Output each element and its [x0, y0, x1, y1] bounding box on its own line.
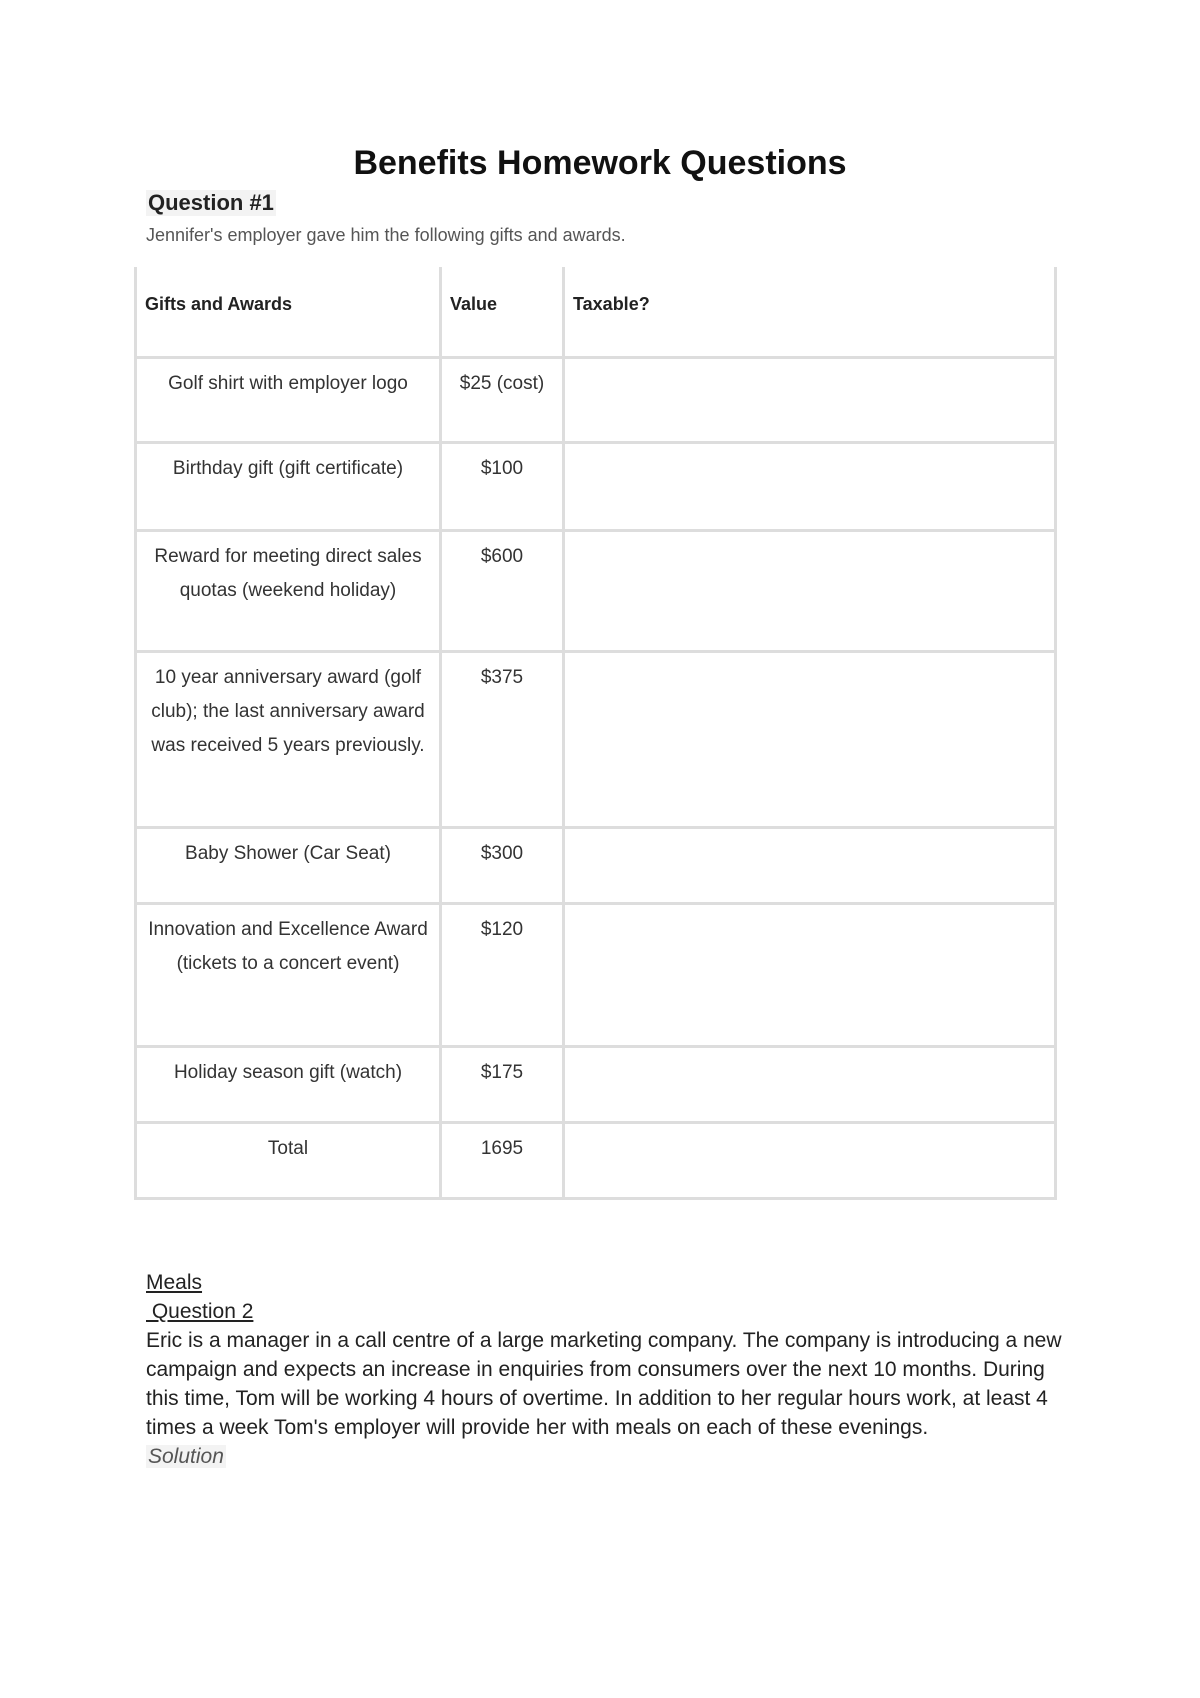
- header-gifts-awards: Gifts and Awards: [136, 267, 441, 357]
- question-2-heading: Question 2: [146, 1300, 254, 1323]
- taxable-cell[interactable]: [564, 1122, 1056, 1198]
- header-taxable: Taxable?: [564, 267, 1056, 357]
- table-row: [136, 442, 1056, 530]
- taxable-cell[interactable]: [564, 530, 1056, 651]
- meals-section: [146, 1268, 1066, 1471]
- total-label-cell: Total: [136, 1122, 441, 1198]
- table-row: [136, 357, 1056, 442]
- gift-item-cell: Reward for meeting direct sales quotas (weekend holiday): [136, 530, 441, 651]
- table-row: [136, 903, 1056, 1046]
- gift-value-cell: $600: [441, 530, 564, 651]
- table-header-row: [136, 267, 1056, 357]
- table-total-row: [136, 1122, 1056, 1198]
- document-title: Benefits Homework Questions: [353, 144, 847, 182]
- gift-value-cell: $300: [441, 827, 564, 903]
- question-1-intro: Jennifer's employer gave him the following gifts and awards.: [146, 225, 626, 245]
- gift-value-cell: $100: [441, 442, 564, 530]
- gift-item-cell: Innovation and Excellence Award (tickets to a concert event): [136, 903, 441, 1046]
- gift-value-cell: $25 (cost): [441, 357, 564, 442]
- total-value-cell: 1695: [441, 1122, 564, 1198]
- table-row: [136, 530, 1056, 651]
- taxable-cell[interactable]: [564, 1046, 1056, 1122]
- meals-heading: Meals: [146, 1271, 203, 1294]
- taxable-cell[interactable]: [564, 357, 1056, 442]
- table-row: [136, 651, 1056, 827]
- gift-item-cell: Holiday season gift (watch): [136, 1046, 441, 1122]
- header-value: Value: [441, 267, 564, 357]
- gift-item-cell: Golf shirt with employer logo: [136, 357, 441, 442]
- gift-item-cell: Baby Shower (Car Seat): [136, 827, 441, 903]
- table-row: [136, 827, 1056, 903]
- taxable-cell[interactable]: [564, 827, 1056, 903]
- gift-item-cell: Birthday gift (gift certificate): [136, 442, 441, 530]
- gift-item-cell: 10 year anniversary award (golf club); the last anniversary award was received 5 years previously.: [136, 651, 441, 827]
- table-row: [136, 1046, 1056, 1122]
- gifts-awards-table: [134, 267, 1057, 1200]
- taxable-cell[interactable]: [564, 442, 1056, 530]
- question-2-body: Eric is a manager in a call centre of a large marketing company. The company is introducing a new campaign and expects an increase in enquiries from consumers over the next 10 months. During this time, Tom will be working 4 hours of overtime. In addition to her regular hours work, at least 4 times a week Tom's employer will provide her with meals on each of these evenings.: [146, 1329, 1062, 1439]
- solution-label: Solution: [148, 1445, 224, 1468]
- taxable-cell[interactable]: [564, 903, 1056, 1046]
- gift-value-cell: $120: [441, 903, 564, 1046]
- question-1-heading: Question #1: [148, 190, 274, 215]
- taxable-cell[interactable]: [564, 651, 1056, 827]
- gift-value-cell: $375: [441, 651, 564, 827]
- gift-value-cell: $175: [441, 1046, 564, 1122]
